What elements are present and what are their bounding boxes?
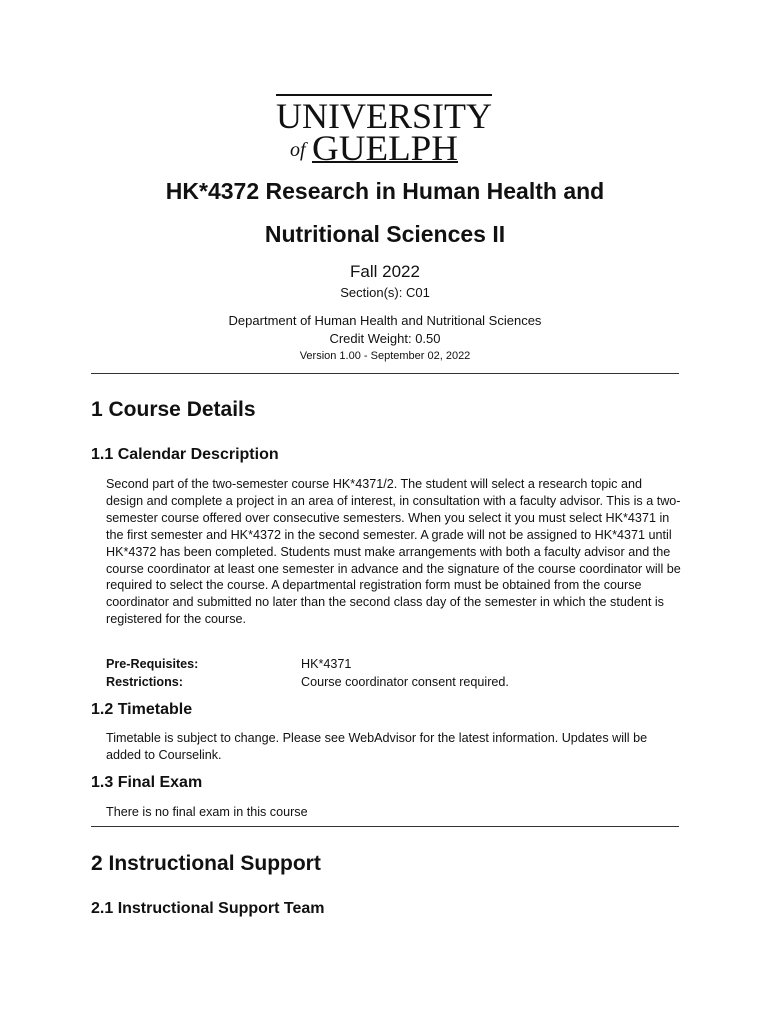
course-title-line-1: HK*4372 Research in Human Health and xyxy=(165,178,605,204)
timetable-text: Timetable is subject to change. Please see WebAdvisor for the latest information. Updates will be added to Courselink. xyxy=(106,731,648,762)
svg-text:UNIVERSITY: UNIVERSITY xyxy=(276,96,492,136)
svg-text:GUELPH: GUELPH xyxy=(312,128,458,164)
university-logo xyxy=(270,92,500,164)
heading-timetable: 1.2 Timetable xyxy=(91,701,193,718)
version-info: Version 1.00 - September 02, 2022 xyxy=(299,350,471,362)
heading-calendar-description: 1.1 Calendar Description xyxy=(91,446,279,463)
course-title-line-2: Nutritional Sciences II xyxy=(264,221,506,247)
calendar-description-text: Second part of the two-semester course HK*4371/2. The student will select a research topic and design and complete a project in an area of interest, in consultation with a faculty advisor. This is a two-semester course offered over consecutive semesters. When you select it you must select HK*4371 in the first semester and HK*4372 in the second semester. A grade will not be assigned to HK*4371 until HK*4372 has been completed. Students must make arrangements with both a faculty advisor and the course coordinator at least one semester in advance and the signature of the course coordinator will be required to select the course. A departmental registration form must be obtained from the course coordinator and submitted no later than the second class day of the semester in which the student is registered for the course. xyxy=(106,477,681,627)
heading-course-details: 1 Course Details xyxy=(91,398,256,421)
department-name: Department of Human Health and Nutritional Sciences xyxy=(228,313,542,328)
divider xyxy=(91,373,679,374)
prerequisites-value: HK*4371 xyxy=(301,657,352,671)
term: Fall 2022 xyxy=(350,262,420,281)
restrictions-value: Course coordinator consent required. xyxy=(301,675,509,689)
credit-weight: Credit Weight: 0.50 xyxy=(329,331,441,346)
heading-instructional-support: 2 Instructional Support xyxy=(91,852,321,875)
university-of-guelph-logo xyxy=(270,92,500,164)
section-number: Section(s): C01 xyxy=(340,285,430,300)
final-exam-text: There is no final exam in this course xyxy=(106,805,308,819)
heading-instructional-support-team: 2.1 Instructional Support Team xyxy=(91,900,325,917)
svg-text:of: of xyxy=(290,139,306,161)
restrictions-label: Restrictions: xyxy=(106,675,183,689)
divider xyxy=(91,826,679,827)
prerequisites-label: Pre-Requisites: xyxy=(106,657,199,671)
heading-final-exam: 1.3 Final Exam xyxy=(91,774,203,791)
